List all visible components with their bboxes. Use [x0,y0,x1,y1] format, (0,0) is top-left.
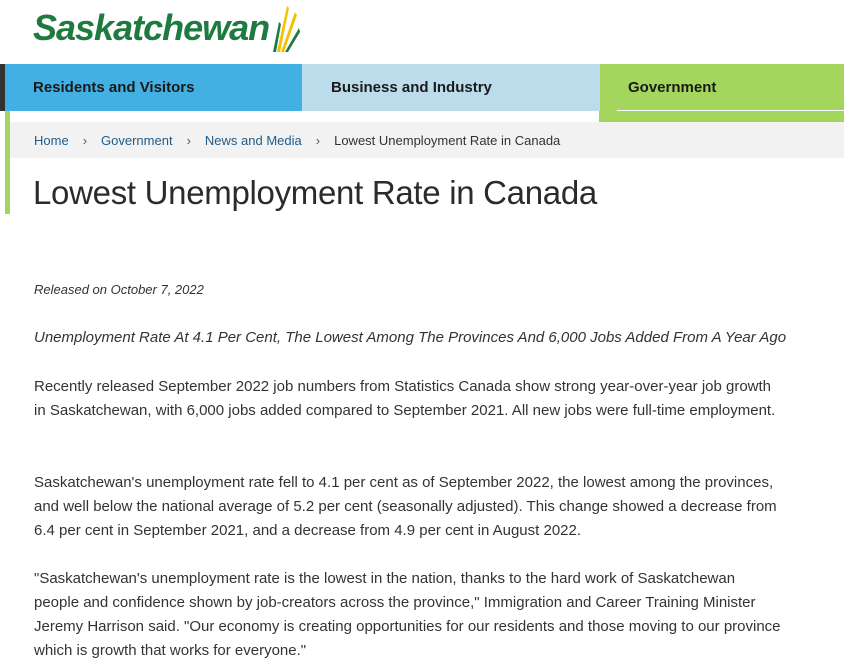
breadcrumb-home[interactable]: Home [34,132,69,148]
main-navigation [0,64,844,111]
logo-wordmark: Saskatchewan [33,7,270,48]
article-subtitle: Unemployment Rate At 4.1 Per Cent, The Lowest Among The Provinces And 6,000 Jobs Added From A Year Ago [34,329,787,346]
release-date: Released on October 7, 2022 [34,282,204,297]
nav-government[interactable]: Government [600,64,844,111]
chevron-right-icon: › [82,132,88,148]
site-header [0,0,844,64]
article-paragraph: Saskatchewan's unemployment rate fell to 4.1 per cent as of September 2022, the lowest among the provinces, and well below the national average of 5.2 per cent (seasonally adjusted). This change showed a decrease from 6.4 per cent in September 2021, and a decrease from 4.9 per cent in August 2022. [34,474,777,539]
breadcrumb [10,122,844,158]
chevron-right-icon: › [315,132,321,148]
article-paragraph: Recently released September 2022 job numbers from Statistics Canada show strong year-over-year job growth in Saskatchewan, with 6,000 jobs added compared to September 2021. All new jobs were full-time employment. [34,378,776,419]
nav-residents-and-visitors[interactable]: Residents and Visitors [0,64,302,111]
breadcrumb-current: Lowest Unemployment Rate in Canada [334,132,561,148]
wheat-sheaf-icon [267,0,301,56]
nav-active-indicator [599,111,844,122]
article-paragraph: "Saskatchewan's unemployment rate is the lowest in the nation, thanks to the hard work of Saskatchewan people and confidence shown by job-creators across the province," Immigration and Career Training Minister Jeremy Harrison said. "Our economy is creating opportunities for our residents and those moving to our province which is growth that works for everyone." [34,570,781,659]
breadcrumb-government[interactable]: Government [101,132,173,148]
chevron-right-icon: › [186,132,191,148]
breadcrumb-news-and-media[interactable]: News and Media [204,132,302,148]
site-logo[interactable] [33,2,301,56]
nav-business-and-industry[interactable]: Business and Industry [302,64,600,111]
page-title: Lowest Unemployment Rate in Canada [33,174,597,211]
